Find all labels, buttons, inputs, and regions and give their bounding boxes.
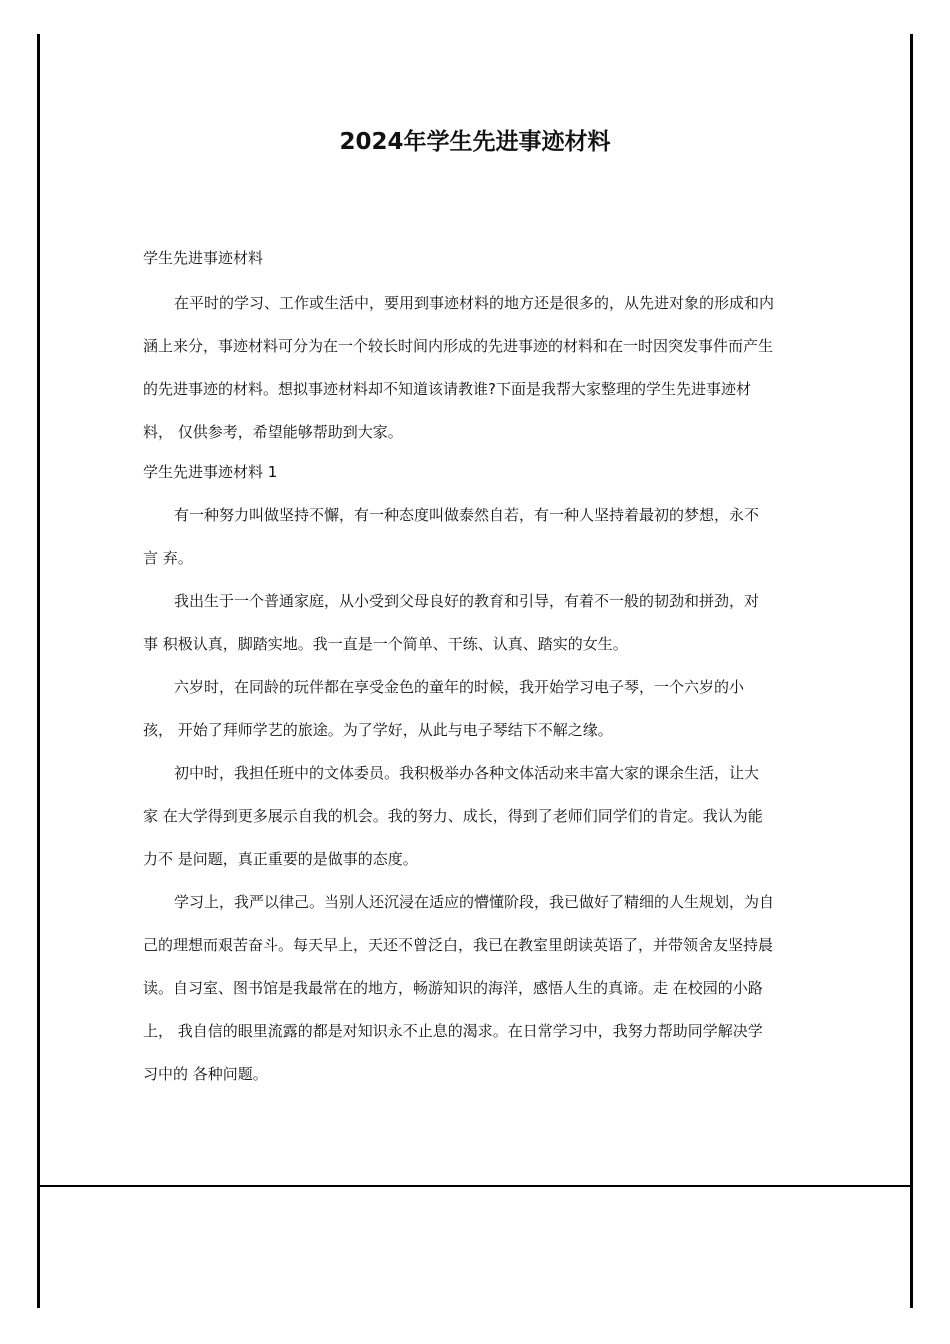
paragraph-line: 上， 我自信的眼里流露的都是对知识永不止息的渴求。在日常学习中，我努力帮助同学解决学	[143, 1022, 763, 1040]
paragraph-line: 孩， 开始了拜师学艺的旅途。为了学好，从此与电子琴结下不解之缘。	[143, 721, 613, 739]
section-heading: 学生先进事迹材料 1	[143, 463, 278, 481]
paragraph-line: 六岁时，在同龄的玩伴都在享受金色的童年的时候，我开始学习电子琴，一个六岁的小	[174, 678, 745, 696]
paragraph-line: 力不 是问题，真正重要的是做事的态度。	[143, 850, 418, 868]
paragraph-line: 的先进事迹的材料。想拟事迹材料却不知道该请教谁?下面是我帮大家整理的学生先进事迹材	[143, 380, 751, 398]
document-body	[143, 240, 811, 1096]
paragraph-line: 习中的 各种问题。	[143, 1065, 268, 1083]
paragraph-line: 初中时，我担任班中的文体委员。我积极举办各种文体活动来丰富大家的课余生活，让大	[174, 764, 760, 782]
page-border-right	[910, 34, 913, 1308]
paragraph-line: 涵上来分，事迹材料可分为在一个较长时间内形成的先进事迹的材料和在一时因突发事件而产生	[143, 337, 774, 355]
paragraph	[143, 881, 811, 1096]
paragraph-line: 言 弃。	[143, 549, 193, 567]
paragraph-line: 有一种努力叫做坚持不懈，有一种态度叫做泰然自若，有一种人坚持着最初的梦想，永不	[174, 506, 760, 524]
paragraph	[143, 752, 811, 881]
paragraph-line: 我出生于一个普通家庭，从小受到父母良好的教育和引导，有着不一般的韧劲和拼劲，对	[174, 592, 760, 610]
section-heading: 学生先进事迹材料	[143, 249, 264, 267]
paragraph-line: 在平时的学习、工作或生活中，要用到事迹材料的地方还是很多的，从先进对象的形成和内	[174, 294, 775, 312]
paragraph	[143, 282, 811, 454]
paragraph	[143, 666, 811, 752]
document-title: 2024年学生先进事迹材料	[339, 129, 611, 155]
paragraph	[143, 494, 811, 580]
paragraph-line: 己的理想而艰苦奋斗。每天早上，天还不曾泛白，我已在教室里朗读英语了，并带领舍友坚持晨	[143, 936, 774, 954]
paragraph-line: 料， 仅供参考，希望能够帮助到大家。	[143, 423, 403, 441]
page-border-left	[37, 34, 40, 1308]
paragraph	[143, 580, 811, 666]
paragraph-line: 事 积极认真，脚踏实地。我一直是一个简单、干练、认真、踏实的女生。	[143, 635, 628, 653]
paragraph-line: 读。自习室、图书馆是我最常在的地方，畅游知识的海洋，感悟人生的真谛。走 在校园的小路	[143, 979, 763, 997]
paragraph-line: 学习上，我严以律己。当别人还沉浸在适应的懵懂阶段，我已做好了精细的人生规划，为自	[174, 893, 775, 911]
paragraph-line: 家 在大学得到更多展示自我的机会。我的努力、成长，得到了老师们同学们的肯定。我认为能	[143, 807, 763, 825]
page-break-line	[37, 1185, 913, 1187]
